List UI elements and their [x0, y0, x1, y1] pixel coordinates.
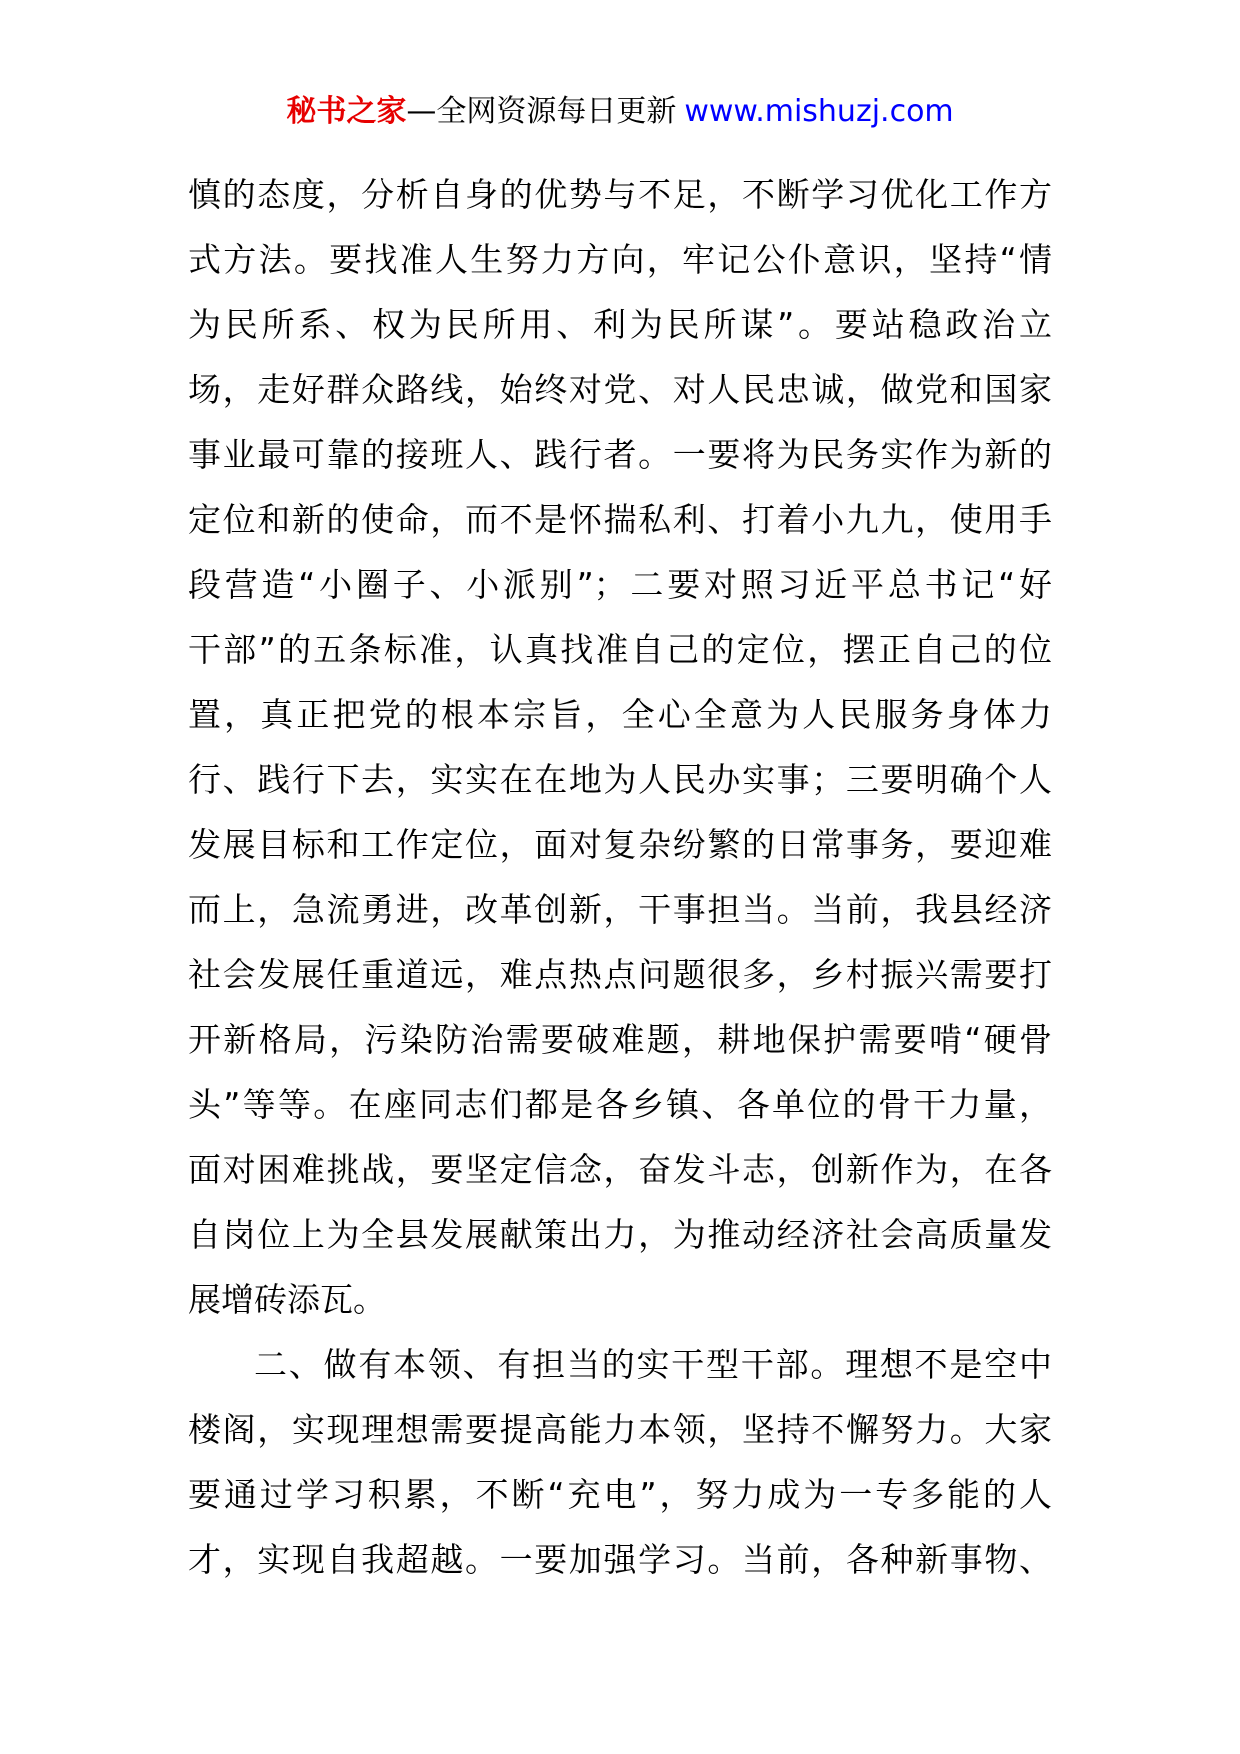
- text-line: 开新格局，污染防治需要破难题，耕地保护需要啃“硬骨: [188, 1020, 1052, 1059]
- text-line: 场，走好群众路线，始终对党、对人民忠诚，做党和国家: [188, 370, 1052, 409]
- site-url[interactable]: www.mishuzj.com: [684, 94, 954, 129]
- text-line: 头”等等。在座同志们都是各乡镇、各单位的骨干力量，: [188, 1085, 1052, 1124]
- document-body: [188, 162, 1052, 1592]
- text-line: 行、践行下去，实实在在地为人民办实事；三要明确个人: [188, 760, 1052, 799]
- text-line: 面对困难挑战，要坚定信念，奋发斗志，创新作为，在各: [188, 1150, 1052, 1189]
- text-line: 二、做有本领、有担当的实干型干部。理想不是空中: [254, 1345, 1052, 1384]
- text-line: 而上，急流勇进，改革创新，干事担当。当前，我县经济: [188, 890, 1052, 929]
- text-line: 展增砖添瓦。: [188, 1280, 386, 1319]
- text-line: 楼阁，实现理想需要提高能力本领，坚持不懈努力。大家: [188, 1410, 1052, 1449]
- text-line: 事业最可靠的接班人、践行者。一要将为民务实作为新的: [188, 435, 1052, 474]
- text-line: 定位和新的使命，而不是怀揣私利、打着小九九，使用手: [188, 500, 1052, 539]
- text-line: 才，实现自我超越。一要加强学习。当前，各种新事物、: [188, 1540, 1052, 1579]
- text-line: 自岗位上为全县发展献策出力，为推动经济社会高质量发: [188, 1215, 1052, 1254]
- text-line: 段营造“小圈子、小派别”；二要对照习近平总书记“好: [188, 565, 1052, 604]
- text-line: 社会发展任重道远，难点热点问题很多，乡村振兴需要打: [188, 955, 1052, 994]
- site-brand: 秘书之家: [286, 94, 407, 129]
- text-line: 干部”的五条标准，认真找准自己的定位，摆正自己的位: [188, 630, 1052, 669]
- text-line: 要通过学习积累，不断“充电”，努力成为一专多能的人: [188, 1475, 1052, 1514]
- paragraph: [188, 162, 1052, 1332]
- text-line: 慎的态度，分析自身的优势与不足，不断学习优化工作方: [188, 175, 1052, 214]
- text-line: 发展目标和工作定位，面对复杂纷繁的日常事务，要迎难: [188, 825, 1052, 864]
- text-line: 式方法。要找准人生努力方向，牢记公仆意识，坚持“情: [188, 240, 1052, 279]
- site-header: [0, 92, 1240, 132]
- site-slogan: —全网资源每日更新: [406, 94, 677, 129]
- text-line: 置，真正把党的根本宗旨，全心全意为人民服务身体力: [188, 695, 1052, 734]
- paragraph: [188, 1332, 1052, 1592]
- text-line: 为民所系、权为民所用、利为民所谋”。要站稳政治立: [188, 305, 1052, 344]
